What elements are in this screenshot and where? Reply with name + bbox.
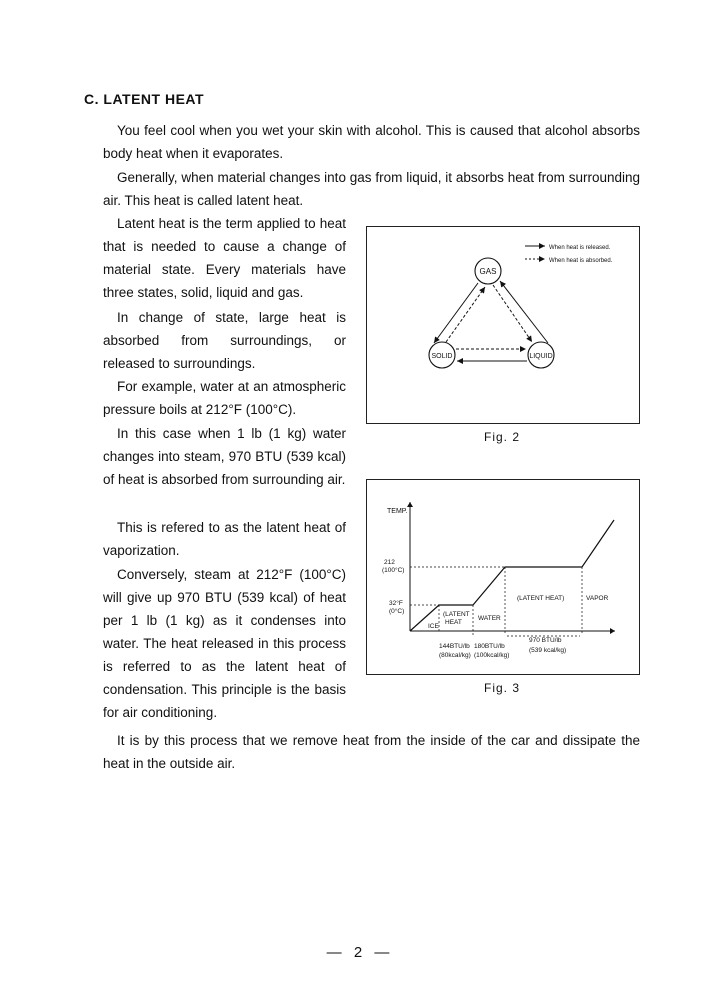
heat-label: HEAT [445, 619, 462, 626]
heating-curve [410, 520, 614, 631]
label-100c: (100°C) [382, 567, 405, 574]
arrow-gas-to-solid [434, 283, 478, 343]
page-number: — 2 — [326, 944, 394, 961]
paragraph-boiling-example: For example, water at an atmospheric pressure boils at 212°F (100°C). [103, 379, 346, 417]
arrow-solid-to-gas [446, 287, 485, 342]
state-change-diagram [367, 227, 639, 423]
figure-2-box [366, 226, 640, 424]
vapor-label: VAPOR [586, 595, 609, 602]
latent-heat-label: (LATENT HEAT) [517, 595, 565, 602]
figure-2-caption: Fig. 2 [484, 430, 521, 444]
paragraph-vaporization: This is refered to as the latent heat of vaporization. [103, 520, 346, 558]
section-heading: C. LATENT HEAT [84, 91, 205, 107]
liquid-label: LIQUID [529, 353, 553, 360]
paragraph-alcohol: You feel cool when you wet your skin with alcohol. This is caused that alcohol absorbs body heat when it evaporates. [103, 123, 640, 161]
water-label: WATER [478, 615, 501, 622]
paragraph-condensation: Conversely, steam at 212°F (100°C) will give up 970 BTU (539 kcal) of heat per 1 lb (1 kg) as it condenses into water. The heat released in this process is referred to as the latent heat of condensation. This principle is the basis for air conditioning. [103, 567, 346, 720]
label-32f: 32°F [389, 600, 403, 607]
label-100kcal: (100kcal/kg) [474, 652, 510, 659]
gas-label: GAS [479, 267, 497, 276]
legend-released-label: When heat is released. [549, 245, 611, 251]
label-180: 180BTU/lb [474, 643, 505, 650]
label-144: 144BTU/lb [439, 643, 470, 650]
label-970: 970 BTU/lb [529, 637, 562, 644]
latent-label: (LATENT [443, 611, 470, 618]
paragraph-air-conditioning: It is by this process that we remove heat from the inside of the car and dissipate the heat in the outside air. [103, 733, 640, 771]
paragraph-steam-change: In this case when 1 lb (1 kg) water changes into steam, 970 BTU (539 kcal) of heat is absorbed from surrounding air. [103, 426, 346, 487]
temperature-heat-chart [367, 480, 639, 674]
label-539: (539 kcal/kg) [529, 647, 567, 654]
arrow-gas-to-liquid [500, 281, 548, 343]
temp-axis-label: TEMP. [387, 508, 408, 515]
legend-absorbed-label: When heat is absorbed. [549, 258, 613, 264]
label-80: (80kcal/kg) [439, 652, 471, 659]
figure-3-caption: Fig. 3 [484, 681, 521, 695]
solid-label: SOLID [431, 353, 453, 360]
paragraph-change-of-state: In change of state, large heat is absorbed from surroundings, or released to surroundings. [103, 310, 346, 371]
paragraph-latent-heat-definition: Generally, when material changes into gas from liquid, it absorbs heat from surrounding air. This heat is called latent heat. [103, 170, 640, 208]
ice-label: ICE [428, 623, 439, 630]
label-0c: (0°C) [389, 608, 405, 615]
label-212: 212 [384, 559, 395, 566]
paragraph-material-states: Latent heat is the term applied to heat that is needed to cause a change of material state. Every materials have three states, solid, liquid and gas. [103, 216, 346, 300]
figure-3-box [366, 479, 640, 675]
arrow-liquid-to-gas [493, 285, 532, 342]
